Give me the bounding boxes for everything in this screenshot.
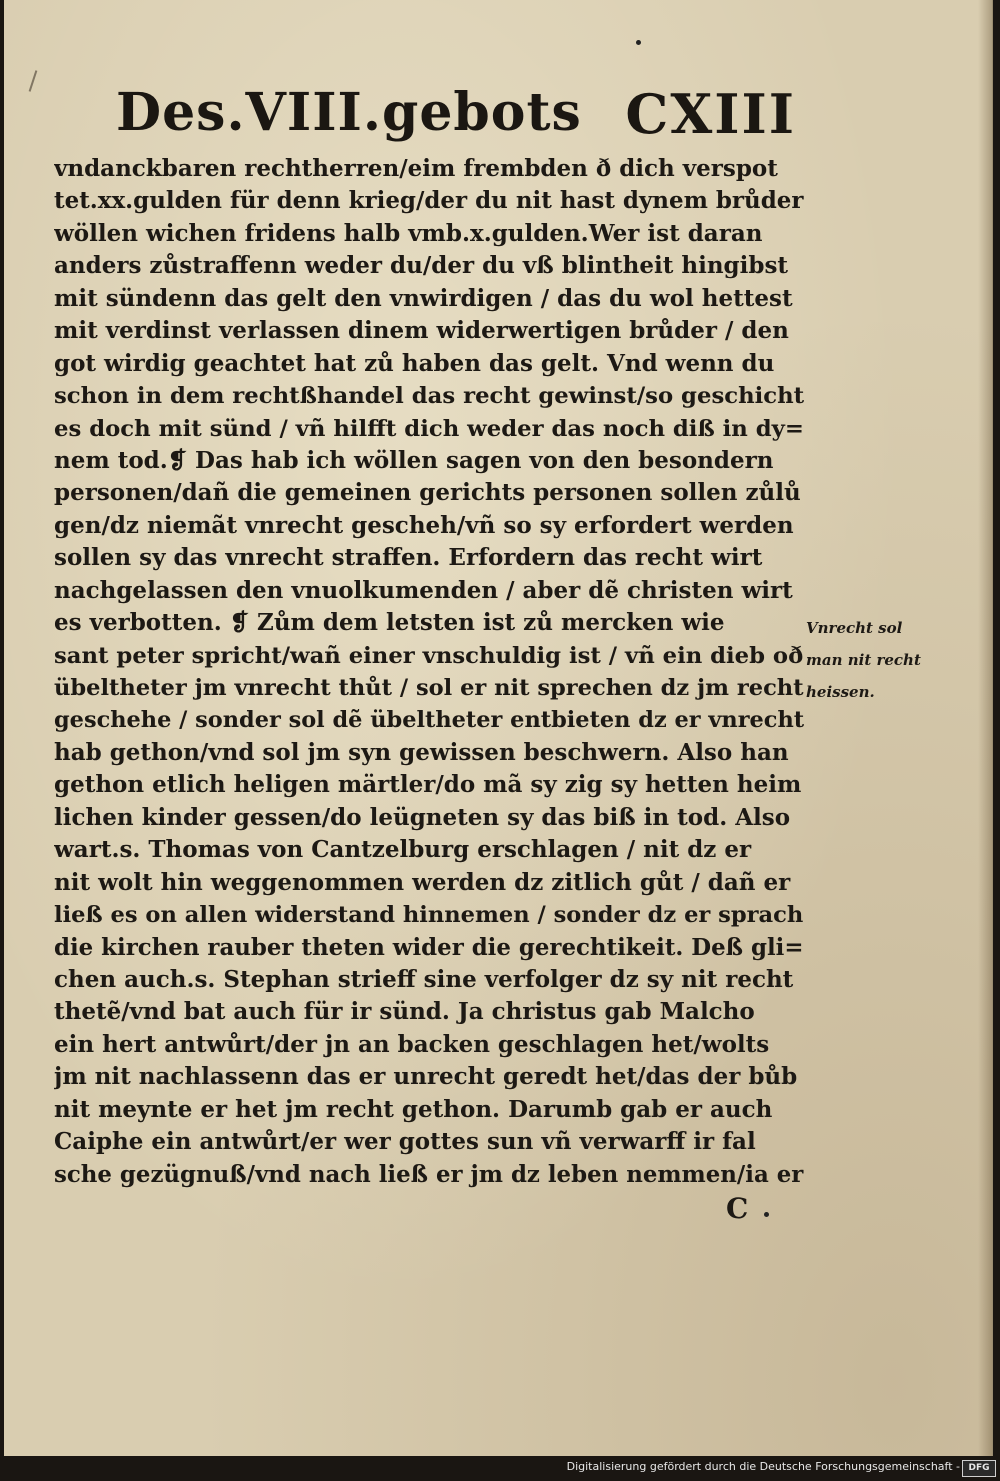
text-line: ein hert antwůrt/der jn an backen geschlagen het/wolts xyxy=(54,1030,770,1058)
text-line: got wirdig geachtet hat zů haben das gelt. Vnd wenn du xyxy=(54,349,775,377)
text-line: es doch mit sünd / vñ hilfft dich weder das noch diß in dy= xyxy=(54,415,804,442)
running-head: Des.VIII.gebots xyxy=(116,82,582,143)
page-header xyxy=(116,82,796,152)
text-line: geschehe / sonder sol dẽ übeltheter entbieten dz er vnrecht xyxy=(54,707,804,734)
footer-bar xyxy=(0,1458,1000,1481)
margin-note xyxy=(806,612,936,708)
text-line: vndanckbaren rechtherren/eim frembden ð dich verspot xyxy=(54,155,778,182)
text-line: personen/dañ die gemeinen gerichts personen sollen zůlů xyxy=(54,479,801,507)
text-line: tet.xx.gulden für denn krieg/der du nit hast dynem brůder xyxy=(54,187,804,215)
text-line: sant peter spricht/wañ einer vnschuldig ist / vñ ein dieb oð xyxy=(54,642,804,669)
funding-credit: Digitalisierung gefördert durch die Deutsche Forschungsgemeinschaft - xyxy=(566,1460,960,1473)
text-line: Caiphe ein antwůrt/er wer gottes sun vñ verwarff ir fal xyxy=(54,1128,756,1156)
text-line: schon in dem rechtßhandel das recht gewinst/so geschicht xyxy=(54,383,804,410)
text-line: mit sündenn das gelt den vnwirdigen / das du wol hettest xyxy=(54,284,793,312)
text-line: jm nit nachlassenn das er unrecht geredt het/das der bůb xyxy=(54,1063,798,1091)
text-line: sche gezügnuß/vnd nach ließ er jm dz leben nemmen/ia er xyxy=(54,1161,804,1188)
margin-note-line: Vnrecht sol xyxy=(806,619,903,637)
text-line: ließ es on allen widerstand hinnemen / sonder dz er sprach xyxy=(54,902,804,929)
folio-number: CXIII xyxy=(625,82,796,146)
text-line: sollen sy das vnrecht straffen. Erfordern das recht wirt xyxy=(54,544,763,572)
text-line: hab gethon/vnd sol jm syn gewissen beschwern. Also han xyxy=(54,738,789,766)
text-line: die kirchen rauber theten wider die gerechtikeit. Deß gli= xyxy=(54,934,804,961)
page-edge-shadow xyxy=(978,0,992,1456)
ink-speck xyxy=(636,40,641,45)
text-line: mit verdinst verlassen dinem widerwertigen brůder / den xyxy=(54,317,789,345)
text-line: wöllen wichen fridens halb vmb.x.gulden.Wer ist daran xyxy=(54,219,763,247)
page-mark xyxy=(29,70,38,92)
body-text xyxy=(54,153,804,1191)
ink-speck xyxy=(764,1212,769,1217)
text-line: nem tod.❡ Das hab ich wöllen sagen von den besondern xyxy=(54,446,774,474)
text-line: gen/dz niemãt vnrecht gescheh/vñ so sy erfordert werden xyxy=(54,511,794,539)
text-line: nachgelassen den vnuolkumenden / aber dẽ christen wirt xyxy=(54,576,793,604)
text-line: nit meynte er het jm recht gethon. Darumb gab er auch xyxy=(54,1095,773,1123)
text-line: anders zůstraffenn weder du/der du vß blintheit hingibst xyxy=(54,252,789,280)
text-line: übeltheter jm vnrecht thůt / sol er nit sprechen dz jm recht xyxy=(54,675,804,701)
text-line: es verbotten. ❡ Zům dem letsten ist zů mercken wie xyxy=(54,609,725,637)
text-line: gethon etlich heligen märtler/do mã sy zig sy hetten heim xyxy=(54,771,802,799)
margin-note-line: heissen. xyxy=(806,683,875,701)
text-line: thetẽ/vnd bat auch für ir sünd. Ja christus gab Malcho xyxy=(54,998,755,1026)
text-line: nit wolt hin weggenommen werden dz zitlich gůt / dañ er xyxy=(54,868,791,896)
book-page xyxy=(4,0,993,1456)
text-line: wart.s. Thomas von Cantzelburg erschlagen / nit dz er xyxy=(54,836,752,864)
dfg-logo-icon: DFG xyxy=(962,1460,996,1477)
text-line: chen auch.s. Stephan strieff sine verfolger dz sy nit recht xyxy=(54,965,794,993)
margin-note-line: man nit recht xyxy=(806,651,921,669)
text-line: lichen kinder gessen/do leügneten sy das biß in tod. Also xyxy=(54,803,791,831)
signature-mark: C xyxy=(726,1192,749,1225)
